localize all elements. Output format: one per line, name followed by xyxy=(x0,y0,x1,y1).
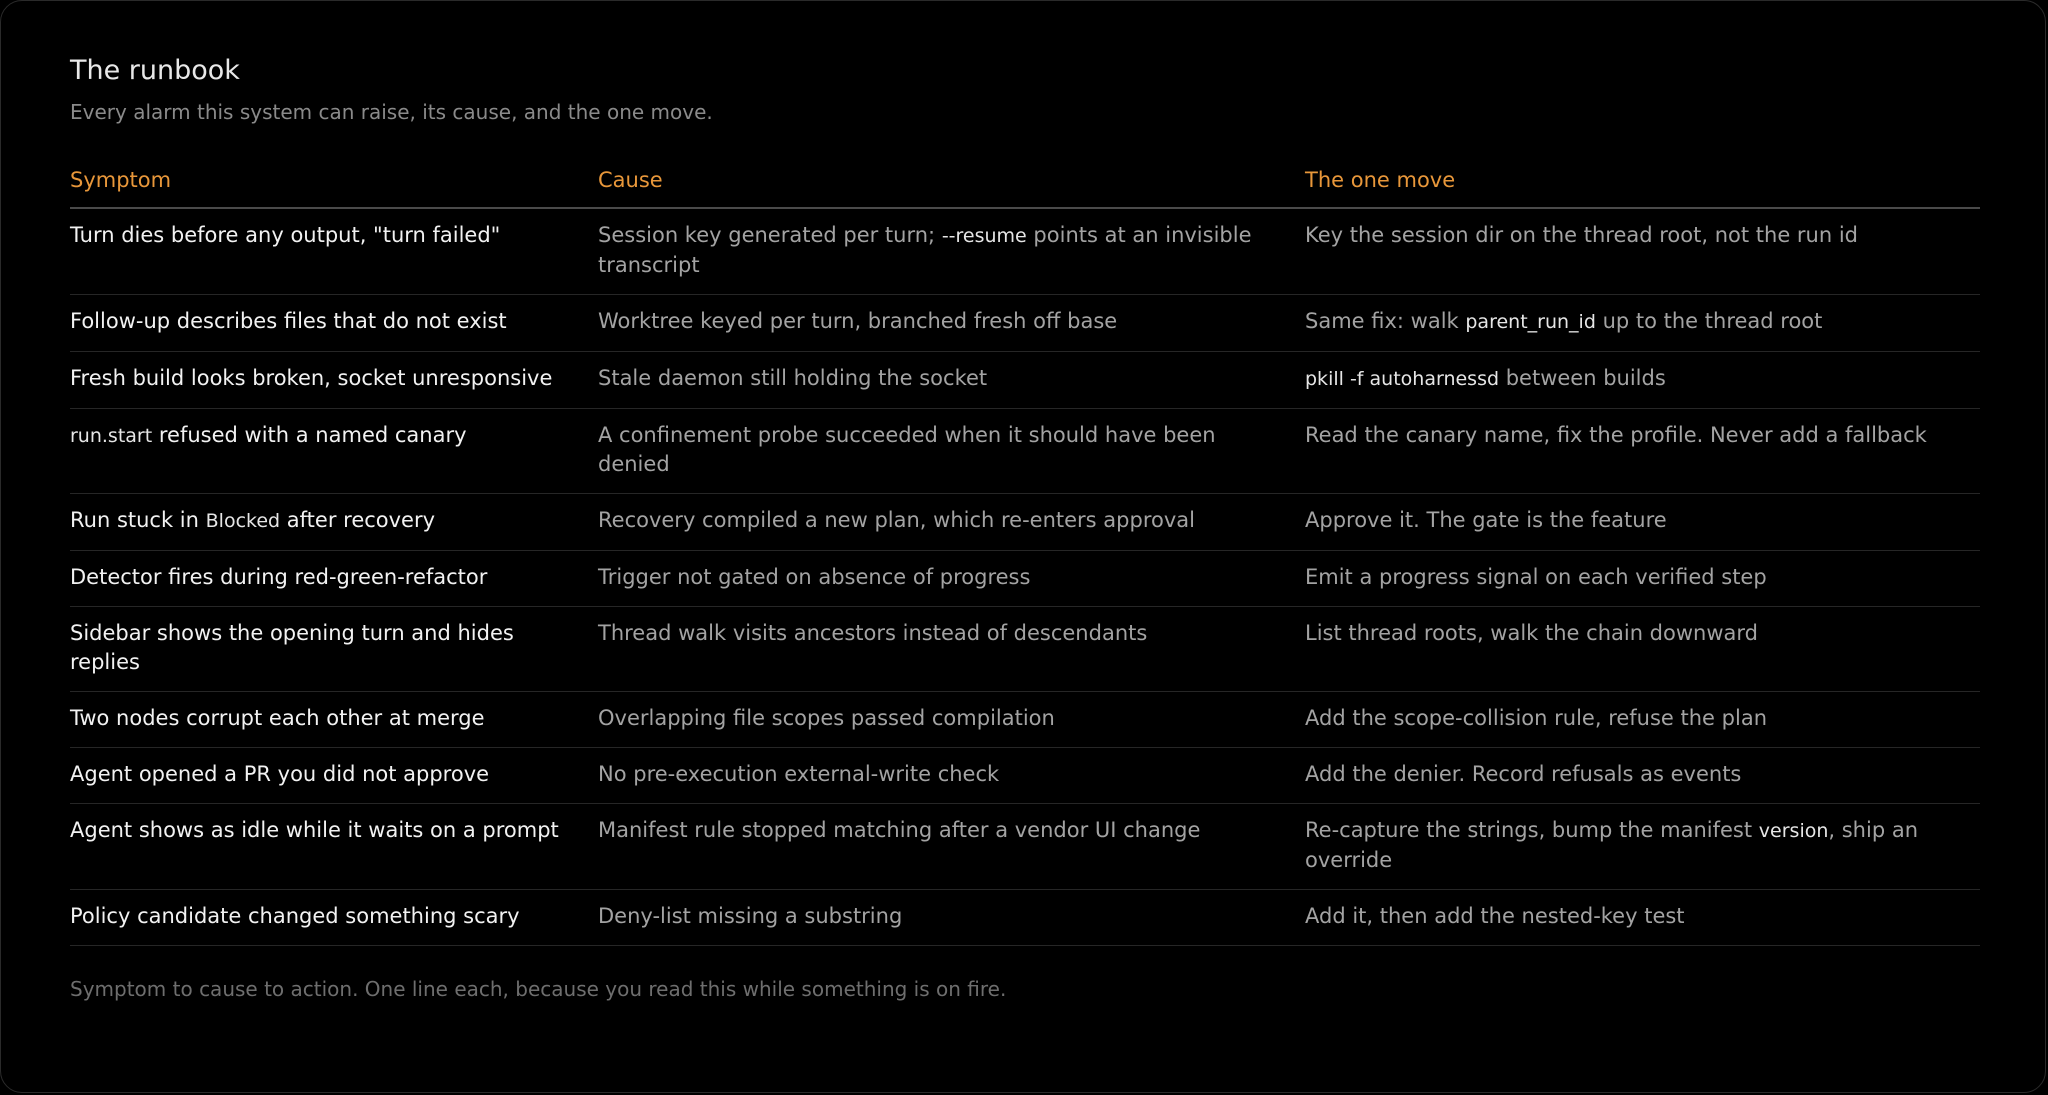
cell-text: Approve it. The gate is the feature xyxy=(1305,508,1667,532)
symptom-cell xyxy=(70,494,598,551)
table-row xyxy=(70,692,1980,748)
cell-text: Read the canary name, fix the profile. Never add a fallback xyxy=(1305,423,1927,447)
symptom-cell xyxy=(70,890,598,946)
cell-text: Overlapping file scopes passed compilation xyxy=(598,706,1055,730)
cause-cell xyxy=(598,551,1305,607)
cell-text: Fresh build looks broken, socket unresponsive xyxy=(70,366,553,390)
cell-text: Sidebar shows the opening turn and hides replies xyxy=(70,621,514,674)
move-cell xyxy=(1305,890,1980,946)
table-row xyxy=(70,804,1980,890)
table-row xyxy=(70,607,1980,692)
symptom-cell xyxy=(70,551,598,607)
cell-text: Agent opened a PR you did not approve xyxy=(70,762,490,786)
cell-text: Add it, then add the nested-key test xyxy=(1305,904,1685,928)
symptom-cell xyxy=(70,748,598,804)
cell-text: after recovery xyxy=(280,508,436,532)
header-row xyxy=(70,167,1980,208)
table-header xyxy=(70,167,1980,208)
cell-text: Deny-list missing a substring xyxy=(598,904,903,928)
cell-text: Run stuck in xyxy=(70,508,206,532)
page-title: The runbook xyxy=(70,55,240,86)
cell-text: A confinement probe succeeded when it should have been denied xyxy=(598,423,1216,476)
move-cell xyxy=(1305,607,1980,692)
cell-text: Policy candidate changed something scary xyxy=(70,904,520,928)
runbook-content xyxy=(70,53,1980,1002)
code-snippet: version xyxy=(1758,820,1829,842)
cause-cell xyxy=(598,607,1305,692)
move-cell xyxy=(1305,494,1980,551)
cell-text: Add the scope-collision rule, refuse the plan xyxy=(1305,706,1767,730)
symptom-cell xyxy=(70,804,598,890)
table-row xyxy=(70,295,1980,352)
cause-cell xyxy=(598,352,1305,409)
code-snippet: Blocked xyxy=(205,510,281,532)
table-row xyxy=(70,409,1980,494)
cell-text: Same fix: walk xyxy=(1305,309,1466,333)
table-row xyxy=(70,748,1980,804)
symptom-cell xyxy=(70,409,598,494)
move-cell xyxy=(1305,352,1980,409)
cause-cell xyxy=(598,208,1305,295)
cell-text: Two nodes corrupt each other at merge xyxy=(70,706,485,730)
symptom-cell xyxy=(70,607,598,692)
cell-text: Re-capture the strings, bump the manifest xyxy=(1305,818,1759,842)
cause-cell xyxy=(598,692,1305,748)
cell-text: Emit a progress signal on each verified step xyxy=(1305,565,1767,589)
cause-cell xyxy=(598,494,1305,551)
move-cell xyxy=(1305,748,1980,804)
table-row xyxy=(70,890,1980,946)
cell-text: up to the thread root xyxy=(1595,309,1823,333)
cell-text: , ship an override xyxy=(1305,818,1919,872)
code-snippet: --resume xyxy=(941,225,1027,247)
table-row xyxy=(70,494,1980,551)
table-body xyxy=(70,208,1980,946)
cause-cell xyxy=(598,804,1305,890)
code-snippet: parent_run_id xyxy=(1465,311,1596,333)
footer-note: Symptom to cause to action. One line each, because you read this while something is on fire. xyxy=(70,977,1007,1001)
cause-cell xyxy=(598,890,1305,946)
cell-text: Agent shows as idle while it waits on a prompt xyxy=(70,818,559,842)
move-cell xyxy=(1305,208,1980,295)
symptom-cell xyxy=(70,208,598,295)
move-cell xyxy=(1305,804,1980,890)
cell-text: Worktree keyed per turn, branched fresh off base xyxy=(598,309,1118,333)
cell-text: Key the session dir on the thread root, not the run id xyxy=(1305,223,1859,247)
cell-text: Detector fires during red-green-refactor xyxy=(70,565,488,589)
move-cell xyxy=(1305,692,1980,748)
symptom-cell xyxy=(70,352,598,409)
cell-text: Manifest rule stopped matching after a vendor UI change xyxy=(598,818,1201,842)
move-cell xyxy=(1305,551,1980,607)
column-header-move: The one move xyxy=(1305,167,1980,208)
runbook-table xyxy=(70,167,1980,946)
symptom-cell xyxy=(70,692,598,748)
cell-text: Session key generated per turn; xyxy=(598,223,942,247)
cause-cell xyxy=(598,748,1305,804)
move-cell xyxy=(1305,295,1980,352)
symptom-cell xyxy=(70,295,598,352)
table-row xyxy=(70,551,1980,607)
cell-text: between builds xyxy=(1499,366,1666,390)
cell-text: List thread roots, walk the chain downward xyxy=(1305,621,1758,645)
cell-text: Trigger not gated on absence of progress xyxy=(598,565,1031,589)
page-subtitle: Every alarm this system can raise, its cause, and the one move. xyxy=(70,100,713,124)
table-row xyxy=(70,208,1980,295)
column-header-symptom: Symptom xyxy=(70,167,598,208)
cell-text: Stale daemon still holding the socket xyxy=(598,366,988,390)
cause-cell xyxy=(598,295,1305,352)
cell-text: refused with a named canary xyxy=(152,423,467,447)
cause-cell xyxy=(598,409,1305,494)
move-cell xyxy=(1305,409,1980,494)
cell-text: Recovery compiled a new plan, which re-enters approval xyxy=(598,508,1195,532)
column-header-cause: Cause xyxy=(598,167,1305,208)
cell-text: points at an invisible transcript xyxy=(598,223,1252,277)
code-snippet: pkill -f autoharnessd xyxy=(1305,368,1500,390)
cell-text: Thread walk visits ancestors instead of descendants xyxy=(598,621,1148,645)
cell-text: Follow-up describes files that do not exist xyxy=(70,309,507,333)
cell-text: No pre-execution external-write check xyxy=(598,762,1000,786)
cell-text: Turn dies before any output, "turn failed" xyxy=(70,223,501,247)
table-row xyxy=(70,352,1980,409)
code-snippet: run.start xyxy=(70,425,153,447)
cell-text: Add the denier. Record refusals as events xyxy=(1305,762,1742,786)
